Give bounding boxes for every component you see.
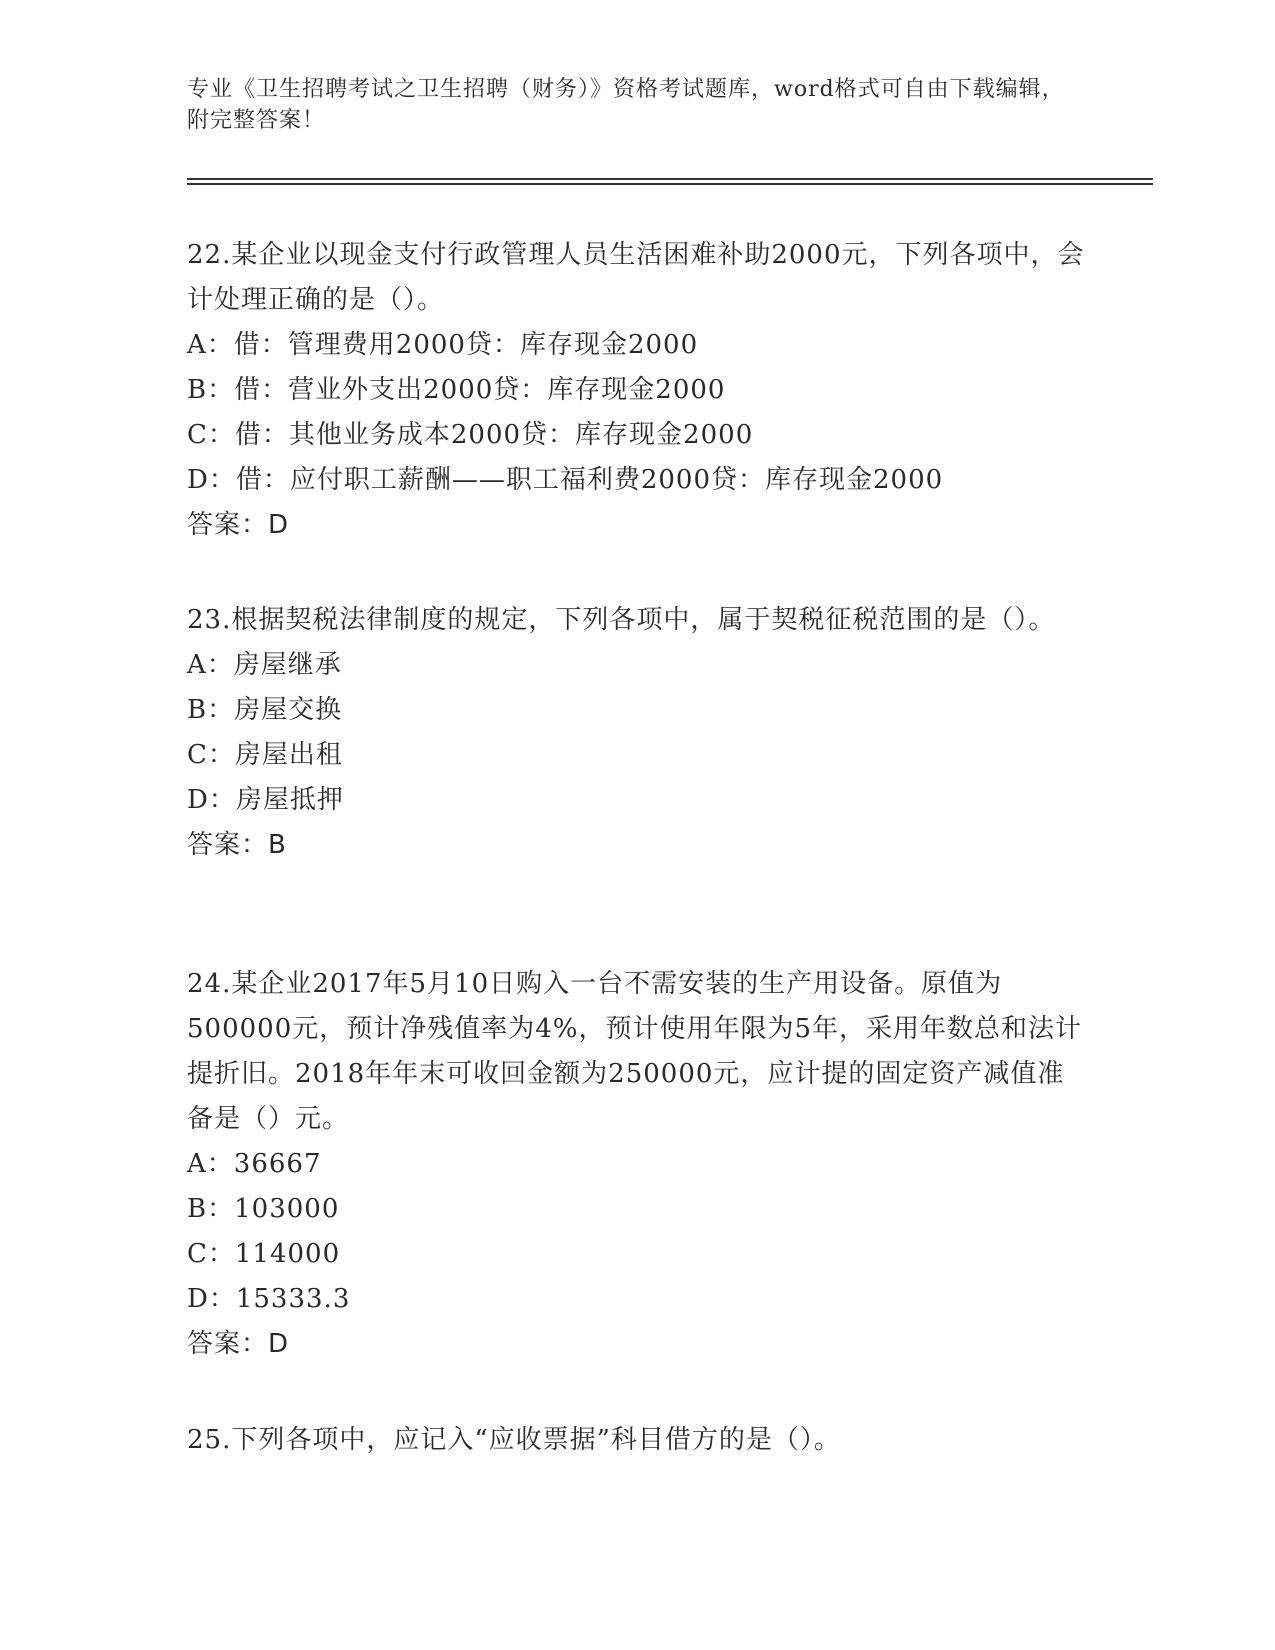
- option-b: B：103000: [187, 1194, 340, 1224]
- option-d: D：借：应付职工薪酬——职工福利费2000贷：库存现金2000: [187, 465, 944, 495]
- option-a: A：借：管理费用2000贷：库存现金2000: [187, 330, 699, 360]
- header-divider-top: [187, 178, 1153, 180]
- option-a: A：36667: [187, 1149, 322, 1179]
- question-stem: 22.某企业以现金支付行政管理人员生活困难补助2000元，下列各项中，会计处理正确的是（）。: [187, 240, 1085, 315]
- option-d: D：房屋抵押: [187, 785, 344, 815]
- option-c: C：114000: [187, 1239, 341, 1269]
- option-d: D：15333.3: [187, 1284, 351, 1314]
- question-25: [187, 1418, 1087, 1463]
- answer: 答案：D: [187, 1329, 290, 1359]
- question-23: [187, 598, 1087, 868]
- answer: 答案：B: [187, 830, 287, 860]
- option-b: B：借：营业外支出2000贷：库存现金2000: [187, 375, 726, 405]
- answer: 答案：D: [187, 510, 290, 540]
- header-divider-bottom: [187, 183, 1153, 185]
- question-22: [187, 233, 1087, 548]
- question-24: [187, 962, 1087, 1367]
- question-stem: 24.某企业2017年5月10日购入一台不需安装的生产用设备。原值为500000元，预计净残值率为4%，预计使用年限为5年，采用年数总和法计提折旧。2018年年末可收回金额为250000元，应计提的固定资产减值准备是（）元。: [187, 969, 1083, 1134]
- document-header: [187, 74, 1087, 136]
- option-c: C：借：其他业务成本2000贷：库存现金2000: [187, 420, 754, 450]
- option-c: C：房屋出租: [187, 740, 343, 770]
- option-a: A：房屋继承: [187, 650, 342, 680]
- option-b: B：房屋交换: [187, 695, 343, 725]
- question-stem: 23.根据契税法律制度的规定，下列各项中，属于契税征税范围的是（）。: [187, 605, 1056, 635]
- header-text: 专业《卫生招聘考试之卫生招聘（财务）》资格考试题库，word格式可自由下载编辑，附完整答案！: [187, 77, 1065, 133]
- question-stem: 25.下列各项中，应记入“应收票据”科目借方的是（）。: [187, 1425, 841, 1455]
